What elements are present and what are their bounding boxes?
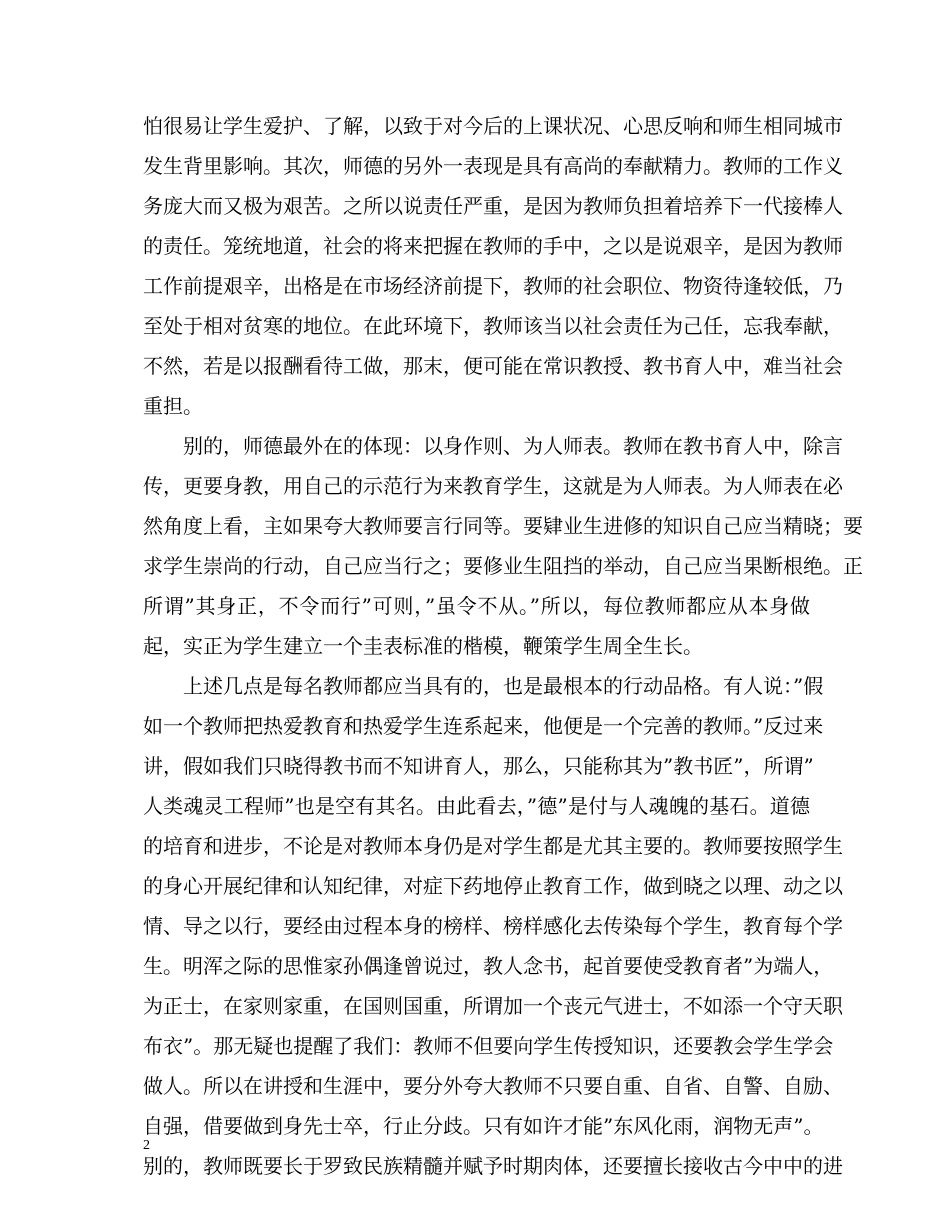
text-line: 怕很易让学生爱护、了解，以致于对今后的上课状况、心思反响和师生相同城市 [143, 114, 843, 138]
text-line: 的责任。笼统地道，社会的将来把握在教师的手中，之以是说艰辛，是因为教师 [143, 234, 843, 258]
text-line: 重担。 [143, 394, 203, 418]
text-line: 求学生崇尚的行动，自己应当行之；要修业生阻挡的举动，自己应当果断根绝。正 [143, 554, 863, 578]
text-line: 如一个教师把热爱教育和热爱学生连系起来，他便是一个完善的教师。”反过来 [143, 714, 824, 738]
text-line: 的身心开展纪律和认知纪律，对症下药地停止教育工作，做到晓之以理、动之以 [143, 874, 843, 898]
text-line: 的培育和进步，不论是对教师本身仍是对学生都是尤其主要的。教师要按照学生 [143, 834, 843, 858]
text-line: 自强，借要做到身先士卒，行止分歧。只有如许才能”东风化雨，润物无声”。 [143, 1114, 824, 1138]
text-line: 布衣”。那无疑也提醒了我们：教师不但要向学生传授知识，还要教会学生学会 [143, 1034, 834, 1058]
text-line: 所谓”其身正，不令而行”可则，”虽令不从。”所以，每位教师都应从本身做 [143, 594, 810, 618]
text-line: 为正士，在家则家重，在国则国重，所谓加一个丧元气进士，不如添一个守天职 [143, 994, 843, 1018]
text-line: 生。明浑之际的思惟家孙偶逢曾说过，教人念书，起首要使受教育者”为端人， [143, 954, 834, 978]
text-line: 务庞大而又极为艰苦。之所以说责任严重，是因为教师负担着培养下一代接棒人 [143, 194, 843, 218]
text-line: 讲，假如我们只晓得教书而不知讲育人，那么，只能称其为”教书匠”，所谓” [143, 754, 814, 778]
text-line: 别的，师德最外在的体现：以身作则、为人师表。教师在教书育人中，除言 [143, 434, 843, 458]
text-line: 发生背里影响。其次，师德的另外一表现是具有高尚的奉献精力。教师的工作义 [143, 154, 843, 178]
text-line: 上述几点是每名教师都应当具有的，也是最根本的行动品格。有人说：”假 [143, 674, 824, 698]
text-line: 别的，教师既要长于罗致民族精髓并赋予时期肉体，还要擅长接收古今中中的进 [143, 1154, 843, 1178]
text-line: 做人。所以在讲授和生涯中，要分外夸大教师不只要自重、自省、自警、自励、 [143, 1074, 843, 1098]
text-line: 不然，若是以报酬看待工做，那末，便可能在常识教授、教书育人中，难当社会 [143, 354, 843, 378]
body-text [143, 106, 863, 1186]
text-line: 至处于相对贫寒的地位。在此环境下，教师该当以社会责任为己任，忘我奉献， [143, 314, 843, 338]
text-line: 情、导之以行，要经由过程本身的榜样、榜样感化去传染每个学生，教育每个学 [143, 914, 843, 938]
text-line: 然角度上看，主如果夸大教师要言行同等。要肄业生进修的知识自己应当精晓；要 [143, 514, 863, 538]
text-line: 工作前提艰辛，出格是在市场经济前提下，教师的社会职位、物资待逢较低，乃 [143, 274, 843, 298]
text-line: 人类魂灵工程师”也是空有其名。由此看去，”德”是付与人魂魄的基石。道德 [143, 794, 810, 818]
text-line: 起，实正为学生建立一个圭表标准的楷模，鞭策学生周全生长。 [143, 634, 703, 658]
page-number: 2 [143, 1138, 150, 1153]
text-line: 传，更要身教，用自己的示范行为来教育学生，这就是为人师表。为人师表在必 [143, 474, 843, 498]
